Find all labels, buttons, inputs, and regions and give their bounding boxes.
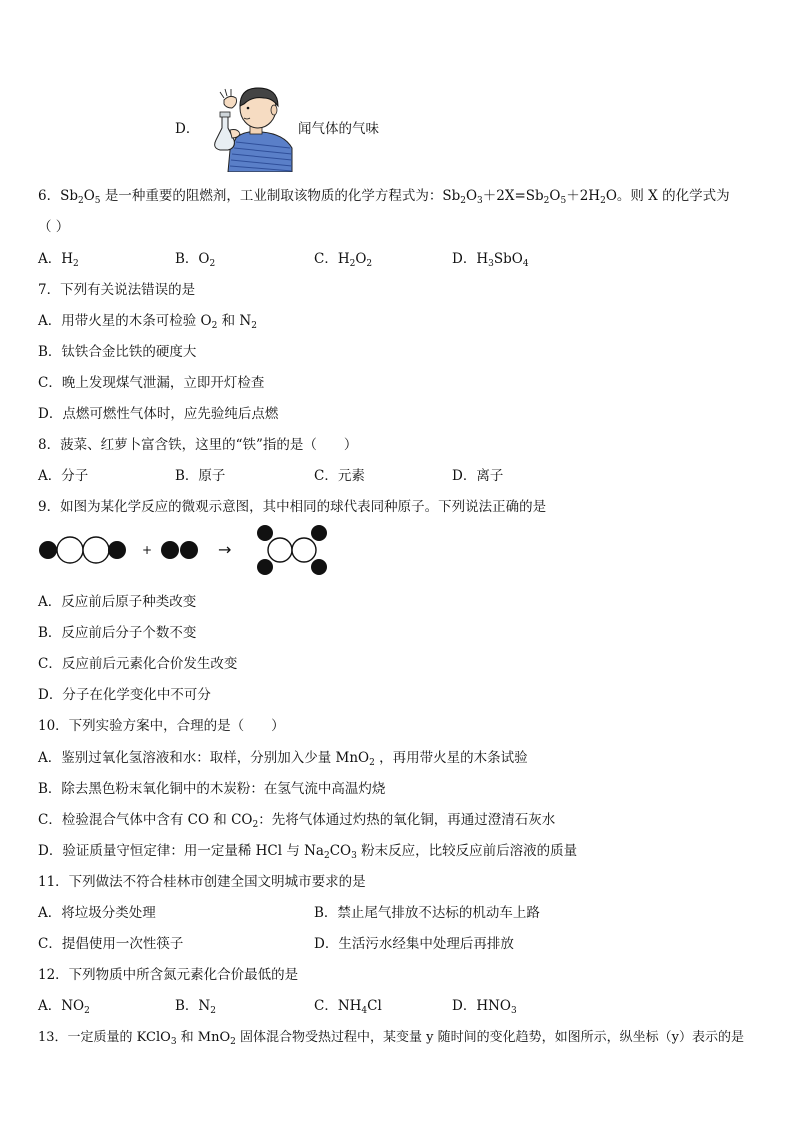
plus-sign: + — [142, 543, 153, 557]
q8-option-c: C．元素 — [314, 468, 365, 484]
reactant-molecule-1 — [39, 537, 126, 563]
q12-option-c: C．$NH_4Cl$ — [314, 998, 382, 1016]
person-smelling-gas-icon — [206, 86, 294, 172]
q11-option-c: C．提倡使用一次性筷子 — [38, 936, 184, 952]
q8-option-d: D．离子 — [452, 468, 504, 484]
q9-option-a: A．反应前后原子种类改变 — [38, 594, 197, 610]
q10-option-b: B．除去黑色粉末氧化铜中的木炭粉：在氢气流中高温灼烧 — [38, 781, 386, 797]
q8-option-b: B．原子 — [175, 468, 226, 484]
q9-stem: 9．如图为某化学反应的微观示意图，其中相同的球代表同种原子。下列说法正确的是 — [38, 499, 547, 515]
molecular-reaction-diagram — [36, 524, 336, 580]
q5-option-d-caption: 闻气体的气味 — [298, 121, 379, 137]
q7-option-c: C．晚上发现煤气泄漏，立即开灯检查 — [38, 375, 265, 391]
q6-option-d: D．$H_3SbO_4$ — [452, 251, 529, 269]
q12-stem: 12．下列物质中所含氮元素化合价最低的是 — [38, 967, 299, 983]
q10-stem: 10．下列实验方案中，合理的是（ ） — [38, 718, 285, 734]
product-molecule — [257, 525, 327, 575]
q13-stem: 13．一定质量的 KClO$_3$ 和 MnO$_2$ 固体混合物受热过程中，某变量 y 随时间的变化趋势，如图所示，纵坐标（y）表示的是 — [38, 1030, 744, 1047]
q7-option-d: D．点燃可燃性气体时，应先验纯后点燃 — [38, 406, 279, 422]
q6-option-a: A．$H_2$ — [38, 251, 79, 269]
q12-option-d: D．$HNO_3$ — [452, 998, 517, 1016]
q10-option-d: D．验证质量守恒定律：用一定量稀 HCl 与 $Na_2CO_3$ 粉末反应，比较反应前后溶液的质量 — [38, 843, 578, 861]
reactant-molecule-2 — [161, 541, 198, 559]
q6-option-c: C．$H_2O_2$ — [314, 251, 373, 269]
q8-stem: 8．菠菜、红萝卜富含铁，这里的“铁”指的是（ ） — [38, 437, 358, 453]
q11-option-a: A．将垃圾分类处理 — [38, 905, 156, 921]
q7-option-b: B．钛铁合金比铁的硬度大 — [38, 344, 197, 360]
q9-option-d: D．分子在化学变化中不可分 — [38, 687, 211, 703]
q11-option-d: D．生活污水经集中处理后再排放 — [314, 936, 514, 952]
q6-stem: 6．$Sb_2O_5$ 是一种重要的阻燃剂，工业制取该物质的化学方程式为：$Sb_2O_3+2X=Sb_2O_5+2H_2O$。则 X 的化学式为 — [38, 188, 730, 206]
q9-option-b: B．反应前后分子个数不变 — [38, 625, 197, 641]
q9-option-c: C．反应前后元素化合价发生改变 — [38, 656, 238, 672]
q6-option-b: B．$O_2$ — [175, 251, 216, 269]
q11-option-b: B．禁止尾气排放不达标的机动车上路 — [314, 905, 540, 921]
q10-option-a: A．鉴别过氧化氢溶液和水：取样，分别加入少量 MnO$_2$ ，再用带火星的木条试验 — [38, 750, 528, 768]
q12-option-b: B．$N_2$ — [175, 998, 216, 1016]
q10-option-c: C．检验混合气体中含有 CO 和 $CO_2$：先将气体通过灼热的氧化铜，再通过澄清石灰水 — [38, 812, 556, 830]
q7-option-a: A．用带火星的木条可检验 $O_2$ 和 $N_2$ — [38, 313, 257, 331]
q6-answer-blank: （ ） — [38, 219, 70, 235]
arrow-icon: → — [218, 540, 232, 559]
q12-option-a: A．$NO_2$ — [38, 998, 90, 1016]
person-smelling-gas-illustration — [206, 86, 294, 172]
q7-stem: 7．下列有关说法错误的是 — [38, 282, 196, 298]
q11-stem: 11．下列做法不符合桂林市创建全国文明城市要求的是 — [38, 874, 366, 890]
q8-option-a: A．分子 — [38, 468, 89, 484]
q5-option-d-letter: D． — [175, 121, 200, 137]
